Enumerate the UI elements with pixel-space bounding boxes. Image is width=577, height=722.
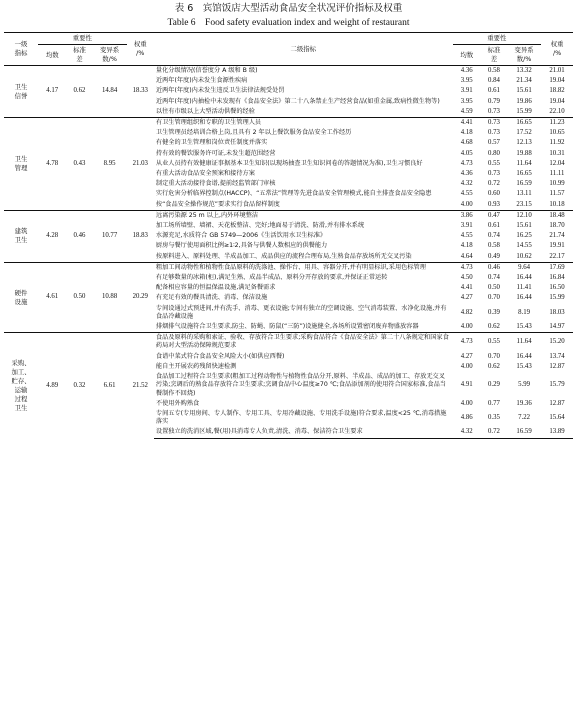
indicator-text: 近两年(年度)内未发生违反卫生法律法规受处罚 (155, 87, 285, 95)
indicator-cv: 15.43 (516, 362, 532, 370)
indicator-mean: 4.86 (460, 414, 473, 421)
header-importance-left: 重要性 (38, 33, 127, 45)
indicator-mean: 4.36 (460, 67, 473, 74)
group-mean: 4.89 (38, 333, 66, 438)
indicator-cv: 15.61 (516, 222, 532, 230)
indicator-sd: 0.77 (488, 399, 500, 407)
group-sd: 0.43 (66, 118, 92, 211)
indicator-sd: 0.73 (488, 107, 500, 115)
indicator-weight: 15.64 (549, 414, 565, 421)
indicator-text: 卫生管理员经培训合格上岗,且具有 2 年以上餐饮服务食品安全工作经历 (155, 129, 352, 137)
indicator-mean: 4.59 (460, 107, 473, 115)
indicator-mean: 4.36 (460, 170, 473, 178)
indicator-mean: 4.68 (460, 139, 473, 147)
indicator-sd: 0.72 (488, 180, 500, 188)
indicator-mean: 4.05 (460, 149, 473, 157)
indicator-weight: 13.89 (541, 427, 573, 438)
indicator-text: 排烟排气设施符合卫生要求,防尘、防蝇、防鼠(“三防”)设施健全,各场所设置密闭废弃物盛放容器 (155, 323, 419, 331)
indicator-sd: 0.73 (488, 170, 500, 178)
indicator-mean: 3.86 (453, 210, 481, 221)
indicator-weight: 18.70 (549, 222, 565, 230)
header-sd-right: 标准 差 (481, 45, 507, 66)
indicator-sd: 0.60 (488, 190, 500, 198)
indicator-cv: 23.15 (516, 200, 532, 208)
indicator-sd: 0.79 (488, 97, 500, 105)
indicator-cv: 19.86 (516, 97, 532, 105)
group-weight: 18.83 (127, 210, 154, 262)
indicator-weight: 15.79 (549, 381, 565, 389)
group-sd: 0.62 (73, 87, 86, 95)
indicator-weight: 19.04 (549, 97, 565, 105)
indicator-sd: 0.73 (488, 129, 500, 137)
indicator-cv: 9.64 (507, 262, 541, 273)
indicator-text: 按原料进入、原料处理、半成品加工、成品供应的流程合理布局,生熟食品存放场所无交叉污染 (155, 252, 412, 260)
indicator-sd: 0.80 (488, 149, 500, 157)
indicator-sd: 0.57 (488, 139, 500, 147)
indicator-text: 实行危害分析临界控制点(HACCP)、“五常法”管理等先进食品安全管理模式,能自主排查食品安全隐患 (155, 190, 432, 198)
indicator-cv: 13.32 (516, 67, 532, 74)
indicator-cv: 11.64 (516, 159, 532, 167)
indicator-cv: 10.62 (516, 252, 532, 260)
indicator-weight: 13.74 (549, 352, 565, 360)
indicator-sd: 0.62 (488, 362, 500, 370)
indicator-text: 有健全的卫生管理和岗位责任制度并落实 (155, 139, 268, 147)
indicator-mean: 4.41 (460, 284, 473, 292)
indicator-mean: 3.91 (460, 222, 473, 230)
table-caption-zh: 表 6 宾馆饭店大型活动食品安全状况评价指标及权重 (174, 3, 403, 14)
indicator-text: 持有效的餐饮服务许可证,未发生超范围经营 (155, 149, 276, 157)
indicator-cv: 16.44 (516, 294, 532, 302)
indicator-mean: 4.55 (460, 190, 473, 198)
indicator-weight: 15.20 (541, 333, 573, 352)
indicator-text: 按“食品安全操作规范”要求实行食品留样制度 (155, 200, 280, 208)
indicator-cv: 19.36 (516, 399, 532, 407)
indicator-text: 有卫生管理组织和专职的卫生管理人员 (154, 118, 453, 129)
header-cv-left: 变异系 数/% (93, 45, 127, 66)
indicator-text: 加工场所墙壁、墙裙、天花板整洁、完好;地面易于清洗、防滑,并有排水系统 (155, 222, 365, 230)
indicator-cv: 16.65 (507, 118, 541, 129)
header-sd-left: 标准 差 (66, 45, 92, 66)
indicator-text: 厨房与餐厅使用面积比例≥1∶2,具备与供餐人数相应的供餐能力 (155, 242, 328, 250)
indicator-mean: 4.18 (460, 129, 473, 137)
group-cv: 6.61 (93, 333, 127, 438)
header-level2: 二级指标 (154, 33, 453, 66)
indicator-weight: 22.10 (549, 107, 565, 115)
indicator-mean: 3.91 (460, 87, 473, 95)
indicator-text: 有足够数量的冰箱(柜),满足生熟、成品半成品、原料分开存放的要求,并保证正常运转 (155, 274, 388, 282)
header-mean-left: 均数 (38, 45, 66, 66)
indicator-weight: 10.31 (549, 149, 565, 157)
group-sd: 0.32 (66, 333, 92, 438)
indicator-cv: 11.41 (516, 284, 532, 292)
indicator-text: 近两年(年度)内未发生食源性疾病 (155, 77, 248, 85)
indicator-cv: 11.64 (507, 333, 541, 352)
indicator-sd: 0.61 (488, 87, 500, 95)
group-cv: 14.84 (101, 87, 118, 95)
indicator-weight: 11.11 (549, 170, 565, 178)
indicator-weight: 10.18 (549, 200, 565, 208)
indicator-cv: 16.44 (516, 352, 532, 360)
indicator-text: 食品及原料的采购和索证、验收、存放符合卫生要求;采购食品符合《食品安全法》第二十八条规定和国家食药局对大型活动保障规范要求 (154, 333, 453, 352)
indicator-sd: 0.58 (488, 67, 500, 74)
indicator-weight: 11.23 (541, 118, 573, 129)
indicator-weight: 19.04 (549, 77, 565, 85)
indicator-text: 从业人员持有效健康证事据基本卫生知识(以现场抽查卫生知识问卷的答题情况为准),卫生习惯良好 (155, 159, 423, 167)
indicator-sd: 0.58 (488, 242, 500, 250)
indicator-text: 不使用外购熟食 (155, 399, 200, 407)
evaluation-table (4, 32, 573, 439)
indicator-weight: 11.92 (549, 139, 565, 147)
indicator-mean: 4.41 (453, 118, 481, 129)
group-cv: 10.77 (93, 210, 127, 262)
indicator-text: 设置独立的洗消区域,餐(用)具消毒专人负责,清洗、消毒、保洁符合卫生要求 (154, 427, 453, 438)
indicator-mean: 4.00 (460, 323, 473, 331)
indicator-sd: 0.70 (488, 294, 500, 302)
indicator-sd: 0.46 (481, 262, 507, 273)
indicator-mean: 3.95 (460, 97, 473, 105)
indicator-cv: 19.88 (516, 149, 532, 157)
header-level1: 一级 指标 (4, 33, 38, 66)
indicator-cv: 15.43 (516, 323, 532, 331)
table-caption-en: Table 6 Food safety evaluation index and weight of restaurant (167, 18, 410, 28)
header-importance-right: 重要性 (453, 33, 542, 45)
indicator-weight: 15.99 (549, 294, 565, 302)
table-row (4, 262, 573, 273)
indicator-sd: 0.84 (488, 77, 500, 85)
indicator-sd: 0.74 (488, 274, 500, 282)
indicator-cv: 16.59 (507, 427, 541, 438)
indicator-weight: 12.87 (549, 362, 565, 370)
indicator-sd: 0.35 (488, 414, 500, 421)
indicator-weight: 12.87 (549, 399, 565, 407)
indicator-mean: 4.27 (460, 352, 473, 360)
group-sd: 0.50 (66, 262, 92, 332)
indicator-mean: 4.64 (460, 252, 473, 260)
group-name: 卫生 管理 (4, 118, 38, 211)
indicator-weight: 16.84 (549, 274, 565, 282)
indicator-sd: 0.74 (488, 232, 500, 240)
group-name: 建筑 卫生 (4, 210, 38, 262)
indicator-mean: 4.73 (453, 262, 481, 273)
indicator-cv: 15.61 (516, 87, 532, 95)
header-mean-right: 均数 (453, 45, 481, 66)
indicator-weight: 21.74 (549, 232, 565, 240)
indicator-weight: 21.01 (549, 67, 565, 74)
indicator-mean: 4.32 (453, 427, 481, 438)
group-mean: 4.61 (38, 262, 66, 332)
indicator-text: 专间五专(专用房间、专人制作、专用工具、专用冷藏设施、专用洗手设施)符合要求,温度<25 ℃,消毒措施落实 (155, 409, 447, 426)
indicator-mean: 4.73 (453, 333, 481, 352)
indicator-cv: 16.44 (516, 274, 532, 282)
group-weight: 21.03 (127, 118, 154, 211)
indicator-cv: 5.99 (518, 381, 531, 389)
indicator-sd: 0.49 (488, 252, 500, 260)
group-name: 卫生 信誉 (14, 82, 28, 100)
indicator-text: 制定重大活动接待食谱,提前经监管部门审核 (155, 180, 276, 188)
indicator-sd: 0.70 (488, 352, 500, 360)
group-cv: 10.88 (93, 262, 127, 332)
indicator-text: 有充足有效的餐具清洗、消毒、保洁设施 (155, 294, 268, 302)
indicator-mean: 4.27 (460, 294, 473, 302)
indicator-cv: 8.19 (518, 308, 531, 316)
indicator-sd: 0.29 (488, 381, 500, 389)
indicator-text: 配备相应容量的恒温保温设施,满足备餐需求 (155, 284, 276, 292)
indicator-text: 有重大活动食品安全预案和接待方案 (155, 170, 255, 178)
group-name: 采购、 加工、 贮存、 运输 过程 卫生 (4, 333, 38, 438)
indicator-sd: 0.55 (488, 159, 500, 167)
header-weight-right: 权重 /% (541, 33, 573, 66)
indicator-weight: 11.57 (549, 190, 565, 198)
indicator-cv: 16.59 (516, 180, 532, 188)
indicator-mean: 4.50 (460, 274, 473, 282)
group-mean: 4.28 (38, 210, 66, 262)
indicator-cv: 12.13 (516, 139, 532, 147)
indicator-mean: 4.18 (460, 242, 473, 250)
group-name: 硬件 设施 (4, 262, 38, 332)
group-weight: 18.33 (132, 87, 148, 95)
indicator-text: 水源充足,水质符合 GB 5749—2006《生活饮用水卫生标准》 (155, 232, 327, 240)
indicator-weight: 14.97 (549, 323, 565, 331)
indicator-text: 近两年(年度)内抽检中未发现有《食品安全法》第二十八条禁止生产经营食品(如重金属,致病性微生物等) (155, 97, 440, 105)
indicator-cv: 7.22 (518, 414, 531, 421)
group-sd: 0.46 (66, 210, 92, 262)
indicator-sd: 0.93 (488, 200, 500, 208)
indicator-mean: 4.00 (460, 399, 473, 407)
indicator-sd: 0.72 (481, 427, 507, 438)
indicator-mean: 3.95 (460, 77, 473, 85)
indicator-mean: 4.32 (460, 180, 473, 188)
indicator-cv: 16.25 (516, 232, 532, 240)
indicator-sd: 0.39 (488, 308, 500, 316)
indicator-text: 专间设通过式预进间,并有洗手、消毒、更衣设施;专间有独立的空调设施、空气消毒装置、水净化设施,并有食品冷藏设施 (155, 304, 447, 320)
indicator-weight: 18.48 (541, 210, 573, 221)
indicator-weight: 10.65 (549, 129, 565, 137)
indicator-cv: 15.99 (516, 107, 532, 115)
group-mean: 4.17 (46, 87, 59, 95)
indicator-cv: 21.34 (516, 77, 532, 85)
group-weight: 21.52 (127, 333, 154, 438)
indicator-weight: 16.50 (549, 284, 565, 292)
indicator-text: 以往有市级以上大型活动供餐的经验 (155, 107, 255, 115)
indicator-weight: 12.04 (549, 159, 565, 167)
indicator-weight: 22.17 (549, 252, 565, 260)
indicator-weight: 17.69 (541, 262, 573, 273)
group-cv: 8.95 (93, 118, 127, 211)
indicator-cv: 17.52 (516, 129, 532, 137)
table-body (4, 66, 573, 439)
indicator-text: 能自主开展农药残留快速检测 (155, 362, 237, 370)
indicator-sd: 0.55 (481, 333, 507, 352)
indicator-text: 粗加工间动物性和植物性食品原料的洗涤池、操作台、用具、容器分开,并有明显标识,采用色标管理 (154, 262, 453, 273)
indicator-text: 食谱中菜式符合食品安全风险大小(如供应西餐) (155, 352, 285, 360)
indicator-mean: 4.00 (460, 362, 473, 370)
group-weight: 20.29 (127, 262, 154, 332)
table-row (4, 333, 573, 352)
group-mean: 4.78 (38, 118, 66, 211)
table-row (4, 66, 573, 77)
table-row (4, 210, 573, 221)
indicator-mean: 4.82 (460, 308, 473, 316)
indicator-sd: 0.50 (488, 284, 500, 292)
indicator-sd: 0.62 (488, 323, 500, 331)
indicator-cv: 16.65 (516, 170, 532, 178)
indicator-text: 量化分级情况(信誉度分 A 级和 B 级) (155, 67, 258, 74)
indicator-cv: 14.55 (516, 242, 532, 250)
indicator-mean: 4.55 (460, 232, 473, 240)
indicator-weight: 19.91 (549, 242, 565, 250)
indicator-sd: 0.61 (488, 222, 500, 230)
indicator-sd: 0.47 (481, 210, 507, 221)
indicator-cv: 12.10 (507, 210, 541, 221)
indicator-text: 食品加工过程符合卫生要求(粗加工过程动物性与植物性食品分开,原料、半成品、成品的加工、存放无交叉污染;烹调后的熟食品存放符合卫生要求;烹调食品中心温度≥70 ℃;食品添加剂的使用符合国家标准,食品当餐制作不回烧) (155, 373, 446, 397)
table-row (4, 118, 573, 129)
header-weight-left: 权重 /% (127, 33, 154, 66)
indicator-cv: 13.11 (516, 190, 532, 198)
header-cv-right: 变异系 数/% (507, 45, 541, 66)
indicator-weight: 10.99 (549, 180, 565, 188)
indicator-mean: 4.91 (460, 381, 473, 389)
indicator-sd: 0.73 (481, 118, 507, 129)
indicator-text: 远离污染源 25 m 以上,内外环境整洁 (154, 210, 453, 221)
indicator-mean: 4.73 (460, 159, 473, 167)
indicator-weight: 18.82 (549, 87, 565, 95)
indicator-weight: 18.03 (549, 308, 565, 316)
indicator-mean: 4.00 (460, 200, 473, 208)
